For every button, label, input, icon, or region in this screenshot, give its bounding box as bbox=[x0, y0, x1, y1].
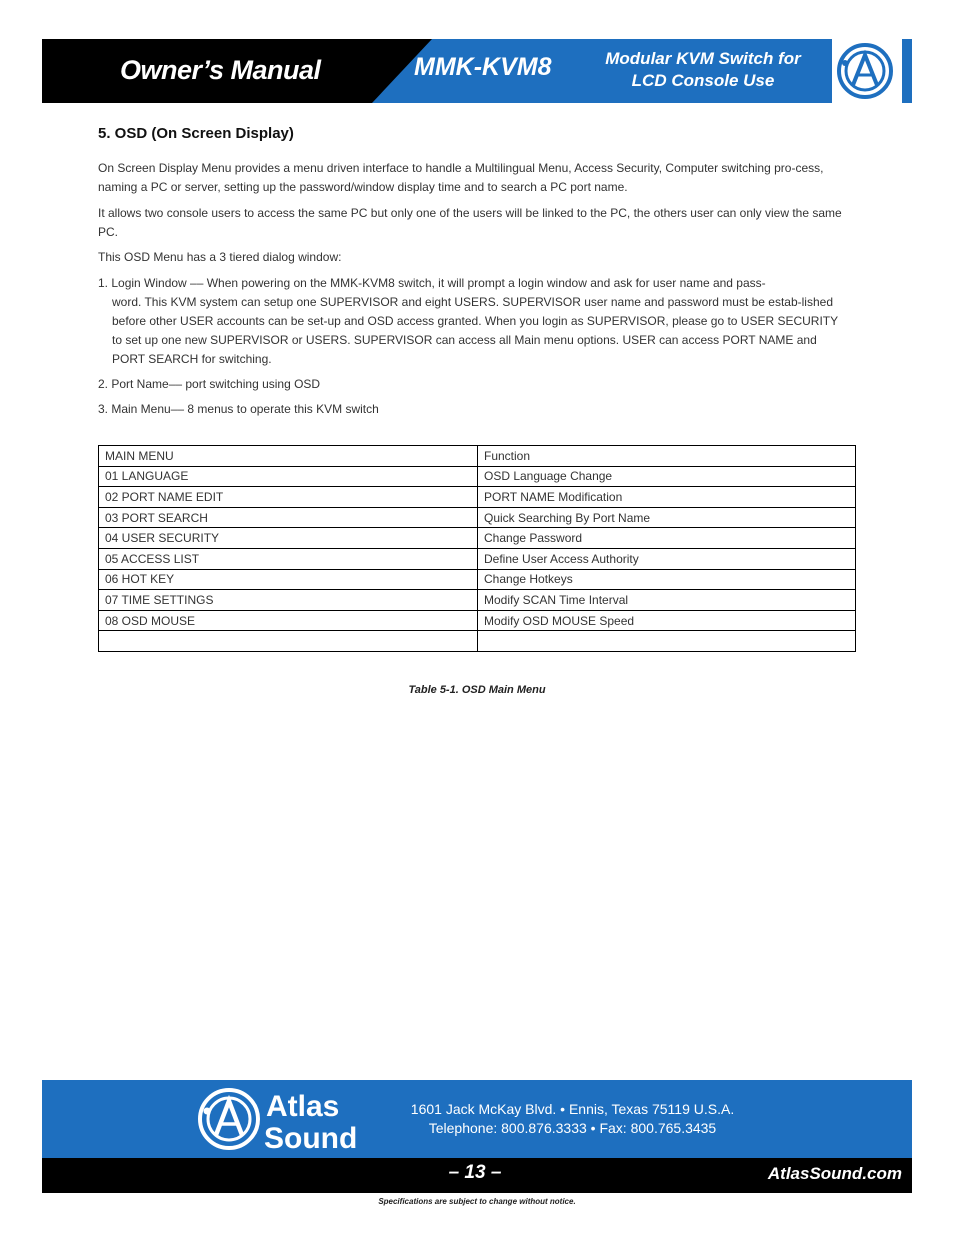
list-item-port-name bbox=[98, 375, 843, 394]
paragraph-tiered: This OSD Menu has a 3 tiered dialog window: bbox=[98, 250, 342, 264]
product-description-line2: LCD Console Use bbox=[631, 71, 775, 90]
list-item-first-line: 1. Login Window –– When powering on the MMK-KVM8 switch, it will prompt a login window and ask for user name and pass- bbox=[98, 276, 766, 290]
table-cell-function: Change Password bbox=[478, 528, 856, 549]
table-caption: Table 5-1. OSD Main Menu bbox=[408, 684, 546, 696]
table-cell-menu: 04 USER SECURITY bbox=[99, 528, 478, 549]
table-row bbox=[99, 590, 856, 611]
table-row bbox=[99, 631, 856, 652]
table-cell-function: Modify SCAN Time Interval bbox=[478, 590, 856, 611]
brand-sound-text: Sound bbox=[264, 1122, 358, 1152]
footer-contact bbox=[380, 1100, 765, 1138]
table-cell-function: OSD Language Change bbox=[478, 466, 856, 487]
paragraph-console-users: It allows two console users to access the same PC but only one of the users will be linked to the PC, the others user can only view the same PC. bbox=[98, 206, 842, 239]
table-cell-function: Function bbox=[478, 446, 856, 467]
table-cell-menu: 08 OSD MOUSE bbox=[99, 610, 478, 631]
table-cell-function: Change Hotkeys bbox=[478, 569, 856, 590]
table-row bbox=[99, 487, 856, 508]
product-description bbox=[588, 48, 818, 92]
table-row bbox=[99, 610, 856, 631]
list-item-first-line: 2. Port Name–– port switching using OSD bbox=[98, 377, 321, 391]
osd-main-menu-table bbox=[98, 445, 856, 652]
table-cell-menu: 07 TIME SETTINGS bbox=[99, 590, 478, 611]
table-cell-function bbox=[478, 631, 856, 652]
model-name: MMK-KVM8 bbox=[414, 53, 552, 81]
table-row bbox=[99, 466, 856, 487]
list-item-main-menu bbox=[98, 400, 843, 419]
page-number: – 13 – bbox=[448, 1162, 502, 1183]
specifications-note: Specifications are subject to change without notice. bbox=[378, 1197, 576, 1206]
table-cell-menu: 05 ACCESS LIST bbox=[99, 548, 478, 569]
footer-phone: Telephone: 800.876.3333 • Fax: 800.765.3435 bbox=[428, 1120, 717, 1136]
page-header bbox=[42, 39, 912, 103]
atlas-sound-logo-icon bbox=[196, 1086, 396, 1152]
list-item-continuation: word. This KVM system can setup one SUPERVISOR and eight USERS. SUPERVISOR user name and password must be estab-lished before other USER accounts can be set-up and OSD access granted. When you login as SUPERVISOR, please go to USER SECURITY to set up one new SUPERVISOR or USERS. SUPERVISOR can access all Main menu options. USER can access PORT NAME and PORT SEARCH for switching. bbox=[112, 295, 838, 366]
header-blue-strip bbox=[902, 39, 912, 103]
atlas-a-logo-icon bbox=[835, 41, 895, 101]
table-cell-menu: MAIN MENU bbox=[99, 446, 478, 467]
table-cell-menu: 06 HOT KEY bbox=[99, 569, 478, 590]
table-cell-menu: 01 LANGUAGE bbox=[99, 466, 478, 487]
list-item-login-window bbox=[98, 274, 843, 369]
table-row bbox=[99, 528, 856, 549]
table-row bbox=[99, 507, 856, 528]
table-cell-function: Modify OSD MOUSE Speed bbox=[478, 610, 856, 631]
brand-atlas-text: Atlas bbox=[266, 1090, 340, 1123]
table-row bbox=[99, 569, 856, 590]
section-title: 5. OSD (On Screen Display) bbox=[98, 125, 294, 142]
list-item-first-line: 3. Main Menu–– 8 menus to operate this KVM switch bbox=[98, 402, 379, 416]
table-cell-menu bbox=[99, 631, 478, 652]
table-cell-function: PORT NAME Modification bbox=[478, 487, 856, 508]
table-cell-function: Quick Searching By Port Name bbox=[478, 507, 856, 528]
table-row bbox=[99, 446, 856, 467]
paragraph-intro: On Screen Display Menu provides a menu driven interface to handle a Multilingual Menu, Access Security, Computer switching pro-cess, naming a PC or server, setting up the password/window display time and to search a PC port name. bbox=[98, 161, 824, 194]
footer-address: 1601 Jack McKay Blvd. • Ennis, Texas 75119 U.S.A. bbox=[410, 1101, 735, 1117]
manual-title: Owner’s Manual bbox=[120, 55, 321, 85]
table-cell-menu: 03 PORT SEARCH bbox=[99, 507, 478, 528]
table-cell-menu: 02 PORT NAME EDIT bbox=[99, 487, 478, 508]
table-cell-function: Define User Access Authority bbox=[478, 548, 856, 569]
product-description-line1: Modular KVM Switch for bbox=[605, 49, 801, 68]
table-row bbox=[99, 548, 856, 569]
website-link[interactable]: AtlasSound.com bbox=[767, 1164, 902, 1183]
